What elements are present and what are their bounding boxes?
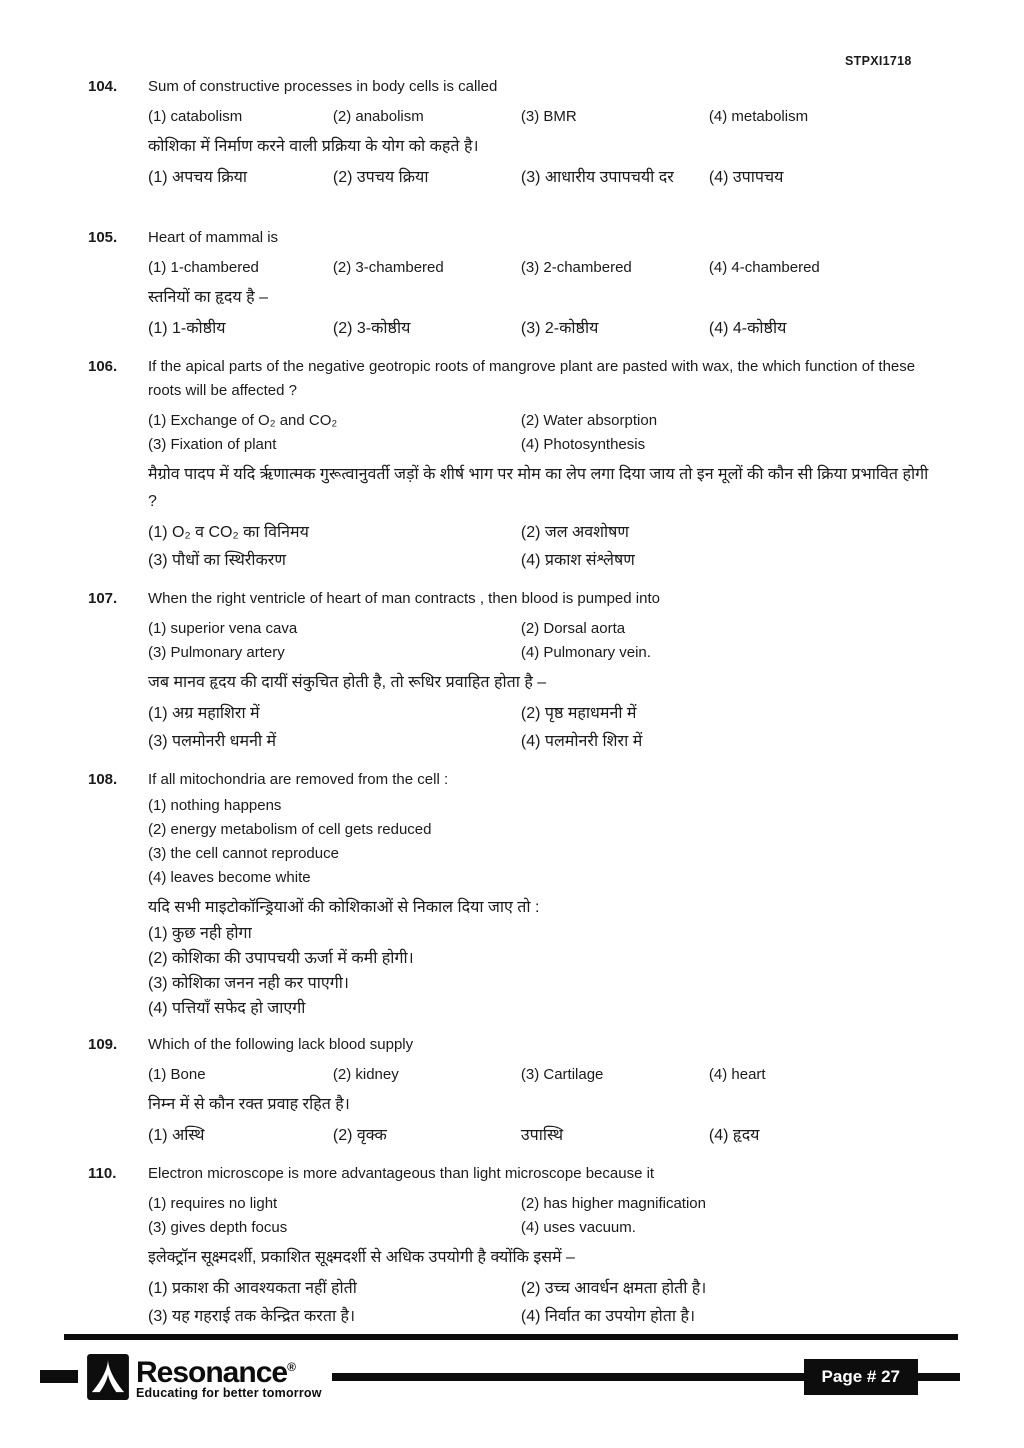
brand-name: Resonance® — [136, 1356, 296, 1389]
options-english — [148, 1192, 938, 1240]
options-english — [148, 617, 938, 665]
question-body — [148, 1162, 938, 1331]
option: (4) प्रकाश संश्लेषण — [520, 552, 635, 569]
option: (2) 3-chambered — [332, 259, 444, 276]
resonance-logo-text — [136, 1353, 322, 1400]
question-text-hindi: मैग्रोव पादप में यदि ऋृणात्मक गुरूत्वानुवर्ती जड़ों के शीर्ष भाग पर मोम का लेप लगा दिया जाय तो इन मूलों की कौन सी क्रिया प्रभावित होगी ? — [148, 466, 929, 510]
option: (1) अस्थि — [148, 1127, 205, 1144]
question-107 — [88, 587, 938, 756]
option: (2) जल अवशोषण — [520, 524, 630, 541]
option: (4) Photosynthesis — [520, 436, 646, 453]
footer-rule — [332, 1373, 804, 1381]
question-number: 110. — [88, 1165, 117, 1182]
question-104 — [88, 75, 938, 192]
option: (1) Exchange of O₂ and CO₂ — [148, 412, 338, 429]
question-text-english: If the apical parts of the negative geotropic roots of mangrove plant are pasted with wax, the which function of these roots will be affected ? — [148, 358, 916, 399]
question-number: 104. — [88, 78, 118, 95]
option: (1) अपचय क्रिया — [148, 169, 248, 186]
question-text-english: If all mitochondria are removed from the cell : — [148, 771, 449, 788]
option: (4) पलमोनरी शिरा में — [520, 733, 643, 750]
options-hindi — [148, 315, 938, 343]
option: (3) 2-कोष्ठीय — [520, 320, 599, 337]
question-body — [148, 75, 938, 192]
option: (4) हृदय — [708, 1127, 760, 1144]
question-body — [148, 355, 938, 575]
question-number: 105. — [88, 229, 118, 246]
option: (3) the cell cannot reproduce — [148, 845, 339, 862]
question-body — [148, 1033, 938, 1150]
options-english — [148, 1063, 938, 1087]
question-text-hindi: कोशिका में निर्माण करने वाली प्रक्रिया के योग को कहते है। — [148, 138, 479, 155]
question-109 — [88, 1033, 938, 1150]
question-text-hindi: निम्न में से कौन रक्त प्रवाह रहित है। — [148, 1096, 350, 1113]
option: (2) पृष्ठ महाधमनी में — [520, 705, 637, 722]
option: (4) पत्तियाँ सफेद हो जाएगी — [148, 1000, 306, 1017]
option: (1) कुछ नही होगा — [148, 925, 252, 942]
question-body — [148, 768, 938, 1021]
option: (3) यह गहराई तक केन्द्रित करता है। — [148, 1308, 356, 1325]
footer-left-dash — [40, 1370, 78, 1383]
option: (1) 1-कोष्ठीय — [148, 320, 226, 337]
question-text-english: Electron microscope is more advantageous than light microscope because it — [148, 1165, 655, 1182]
option: (2) Dorsal aorta — [520, 620, 626, 637]
question-text-english: Which of the following lack blood supply — [148, 1036, 414, 1053]
option: (1) catabolism — [148, 108, 243, 125]
option: (3) BMR — [520, 108, 577, 125]
option: (2) anabolism — [332, 108, 424, 125]
option: (3) Cartilage — [520, 1066, 604, 1083]
option: (3) कोशिका जनन नही कर पाएगी। — [148, 975, 349, 992]
option: (1) O₂ व CO₂ का विनिमय — [148, 524, 309, 541]
page-footer — [40, 1334, 960, 1400]
questions-list — [88, 75, 938, 1331]
option: (1) प्रकाश की आवश्यकता नहीं होती — [148, 1280, 357, 1297]
question-number: 108. — [88, 771, 118, 788]
question-text-english: Sum of constructive processes in body cells is called — [148, 78, 498, 95]
paper-code: STPXI1718 — [845, 54, 912, 68]
option: (2) उपचय क्रिया — [332, 169, 429, 186]
option: (2) कोशिका की उपापचयी ऊर्जा में कमी होगी। — [148, 950, 414, 967]
question-text-hindi: इलेक्ट्रॉन सूक्ष्मदर्शी, प्रकाशित सूक्ष्मदर्शी से अधिक उपयोगी है क्योंकि इसमें – — [148, 1249, 575, 1266]
option: (1) nothing happens — [148, 797, 282, 814]
option: (2) वृक्क — [332, 1127, 387, 1144]
option: उपास्थि — [520, 1127, 564, 1144]
options-english — [148, 256, 938, 280]
option: (3) पलमोनरी धमनी में — [148, 733, 277, 750]
option: (2) energy metabolism of cell gets reduced — [148, 821, 432, 838]
question-number: 107. — [88, 590, 118, 607]
option: (3) पौधों का स्थिरीकरण — [148, 552, 286, 569]
page-number-label: Page # 27 — [821, 1366, 900, 1386]
option: (3) Pulmonary artery — [148, 644, 285, 661]
option: (4) uses vacuum. — [520, 1219, 636, 1236]
option: (4) 4-कोष्ठीय — [708, 320, 787, 337]
registered-mark: ® — [287, 1360, 296, 1374]
option: (2) kidney — [332, 1066, 399, 1083]
question-body — [148, 226, 938, 343]
question-text-hindi: स्तनियों का हृदय है – — [148, 289, 268, 306]
options-hindi — [148, 1275, 938, 1331]
option: (3) Fixation of plant — [148, 436, 277, 453]
options-hindi — [148, 700, 938, 756]
brand-tagline: Educating for better tomorrow — [136, 1386, 322, 1400]
option: (4) leaves become white — [148, 869, 311, 886]
options-english — [148, 794, 938, 890]
option: (2) has higher magnification — [520, 1195, 706, 1212]
options-english — [148, 409, 938, 457]
question-110 — [88, 1162, 938, 1331]
footer-row — [40, 1353, 960, 1400]
question-text-hindi: यदि सभी माइटोकॉन्ड्रियाओं की कोशिकाओं से निकाल दिया जाए तो : — [148, 899, 540, 916]
footer-top-rule — [64, 1334, 958, 1340]
option: (3) gives depth focus — [148, 1219, 288, 1236]
question-number: 109. — [88, 1036, 118, 1053]
option: (1) requires no light — [148, 1195, 278, 1212]
option: (4) Pulmonary vein. — [520, 644, 651, 661]
question-text-english: When the right ventricle of heart of man contracts , then blood is pumped into — [148, 590, 660, 607]
question-105 — [88, 226, 938, 343]
option: (2) Water absorption — [520, 412, 658, 429]
question-108 — [88, 768, 938, 1021]
page-number-badge — [804, 1359, 918, 1395]
question-body — [148, 587, 938, 756]
option: (1) 1-chambered — [148, 259, 259, 276]
option: (4) 4-chambered — [708, 259, 820, 276]
option: (4) उपापचय — [708, 169, 784, 186]
question-text-english: Heart of mammal is — [148, 229, 279, 246]
options-hindi — [148, 164, 938, 192]
question-text-hindi: जब मानव हृदय की दायीं संकुचित होती है, तो रूधिर प्रवाहित होता है – — [148, 674, 547, 691]
options-hindi — [148, 921, 938, 1021]
resonance-logo — [87, 1353, 322, 1400]
option: (1) Bone — [148, 1066, 206, 1083]
option: (4) metabolism — [708, 108, 809, 125]
option: (1) अग्र महाशिरा में — [148, 705, 260, 722]
question-106 — [88, 355, 938, 575]
options-hindi — [148, 1122, 938, 1150]
resonance-logo-icon — [87, 1354, 129, 1400]
option: (1) superior vena cava — [148, 620, 298, 637]
footer-rule-end — [918, 1373, 960, 1381]
option: (4) heart — [708, 1066, 766, 1083]
option: (2) उच्च आवर्धन क्षमता होती है। — [520, 1280, 707, 1297]
option: (3) आधारीय उपापचयी दर — [520, 169, 674, 186]
question-number: 106. — [88, 358, 118, 375]
options-english — [148, 105, 938, 129]
option: (4) निर्वात का उपयोग होता है। — [520, 1308, 696, 1325]
option: (2) 3-कोष्ठीय — [332, 320, 411, 337]
options-hindi — [148, 519, 938, 575]
option: (3) 2-chambered — [520, 259, 632, 276]
